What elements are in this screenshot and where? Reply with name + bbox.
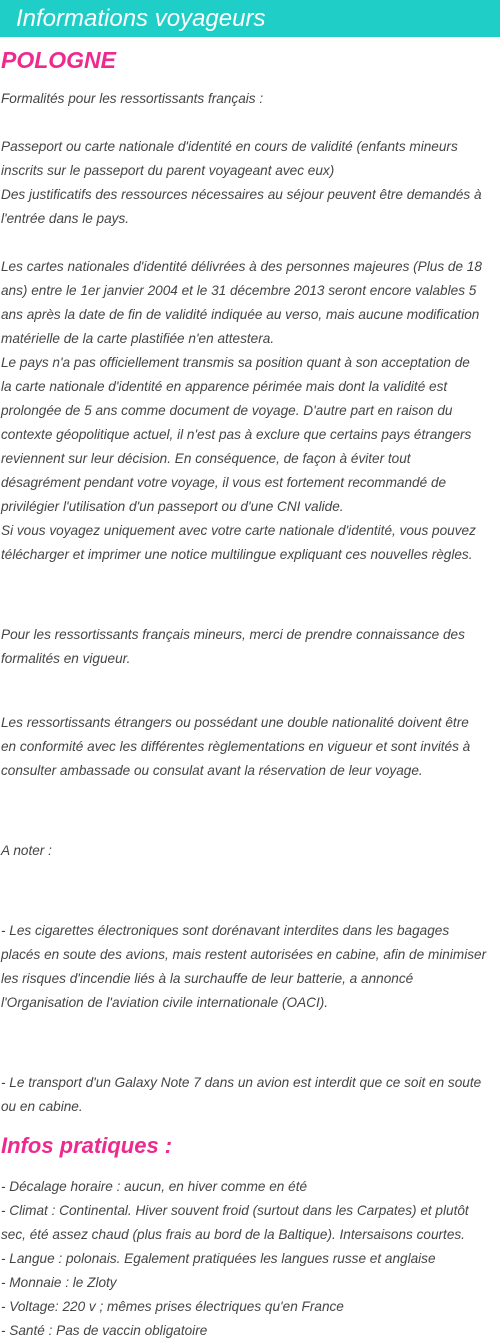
cigarettes-line: l'Organisation de l'aviation civile internationale (OACI). — [1, 995, 329, 1010]
id-card-line: Les cartes nationales d'identité délivrées à des personnes majeures (Plus de 18 — [1, 259, 482, 274]
practical-info-heading: Infos pratiques : — [1, 1133, 173, 1158]
id-card-line: privilégier l'utilisation d'un passeport ou d'une CNI valide. — [1, 499, 344, 514]
foreigners-line: Les ressortissants étrangers ou possédant une double nationalité doivent être — [1, 715, 469, 730]
galaxy-line: ou en cabine. — [1, 1099, 83, 1114]
practical-info-line: sec, été assez chaud (plus frais au bord de la Baltique). Intersaisons courtes. — [1, 1227, 465, 1242]
practical-info-line: - Langue : polonais. Egalement pratiquées les langues russe et anglaise — [1, 1251, 436, 1266]
formalities-intro — [1, 87, 500, 111]
passport-line: l'entrée dans le pays. — [1, 211, 130, 226]
foreigners-line: consulter ambassade ou consulat avant la réservation de leur voyage. — [1, 763, 423, 778]
practical-info-line: - Santé : Pas de vaccin obligatoire — [1, 1323, 208, 1338]
practical-info-line: - Décalage horaire : aucun, en hiver comme en été — [1, 1179, 308, 1194]
passport-line: Passeport ou carte nationale d'identité en cours de validité (enfants mineurs — [1, 139, 458, 154]
id-card-line: Le pays n'a pas officiellement transmis sa position quant à son acceptation de — [1, 355, 470, 370]
id-card-line: reviennent sur leur décision. En conséquence, de façon à éviter tout — [1, 451, 411, 466]
practical-info-list — [1, 1175, 500, 1343]
id-card-line: contexte géopolitique actuel, il n'est pas à exclure que certains pays étrangers — [1, 427, 472, 442]
galaxy-line: - Le transport d'un Galaxy Note 7 dans un avion est interdit que ce soit en soute — [1, 1075, 482, 1090]
id-card-line: matérielle de la carte plastifiée n'en attestera. — [1, 331, 275, 346]
foreigners-line: en conformité avec les différentes règlementations en vigueur et sont invités à — [1, 739, 471, 754]
minors-paragraph — [1, 623, 500, 671]
foreigners-paragraph — [1, 711, 500, 783]
id-card-line: désagrément pendant votre voyage, il vous est fortement recommandé de — [1, 475, 447, 490]
passport-paragraph — [1, 135, 500, 231]
header-bar — [0, 0, 500, 37]
id-card-line: télécharger et imprimer une notice multilingue expliquant ces nouvelles règles. — [1, 547, 473, 562]
passport-line: Des justificatifs des ressources nécessaires au séjour peuvent être demandés à — [1, 187, 482, 202]
minors-line: formalités en vigueur. — [1, 651, 131, 666]
country-title: POLOGNE — [1, 47, 117, 73]
note-label-text: A noter : — [1, 843, 52, 858]
cigarettes-line: placés en soute des avions, mais restent autorisées en cabine, afin de minimiser — [1, 947, 487, 962]
id-card-line: prolongée de 5 ans comme document de voyage. D'autre part en raison du — [1, 403, 453, 418]
galaxy-paragraph — [1, 1071, 500, 1119]
id-card-paragraph — [1, 255, 500, 567]
cigarettes-line: les risques d'incendie liés à la surchauffe de leur batterie, a annoncé — [1, 971, 414, 986]
minors-line: Pour les ressortissants français mineurs, merci de prendre connaissance des — [1, 627, 465, 642]
formalities-intro-text: Formalités pour les ressortissants français : — [1, 91, 264, 106]
id-card-line: ans après la date de fin de validité indiquée au verso, mais aucune modification — [1, 307, 480, 322]
passport-line: inscrits sur le passeport du parent voyageant avec eux) — [1, 163, 335, 178]
header-title: Informations voyageurs — [16, 5, 266, 32]
note-label — [1, 839, 500, 863]
cigarettes-paragraph — [1, 919, 500, 1015]
cigarettes-line: - Les cigarettes électroniques sont dorénavant interdites dans les bagages — [1, 923, 450, 938]
id-card-line: Si vous voyagez uniquement avec votre carte nationale d'identité, vous pouvez — [1, 523, 476, 538]
practical-info-line: - Voltage: 220 v ; mêmes prises électriques qu'en France — [1, 1299, 344, 1314]
id-card-line: la carte nationale d'identité en apparence périmée mais dont la validité est — [1, 379, 448, 394]
practical-info-line: - Climat : Continental. Hiver souvent froid (surtout dans les Carpates) et plutôt — [1, 1203, 469, 1218]
id-card-line: ans) entre le 1er janvier 2004 et le 31 décembre 2013 seront encore valables 5 — [1, 283, 477, 298]
practical-info-line: - Monnaie : le Zloty — [1, 1275, 117, 1290]
